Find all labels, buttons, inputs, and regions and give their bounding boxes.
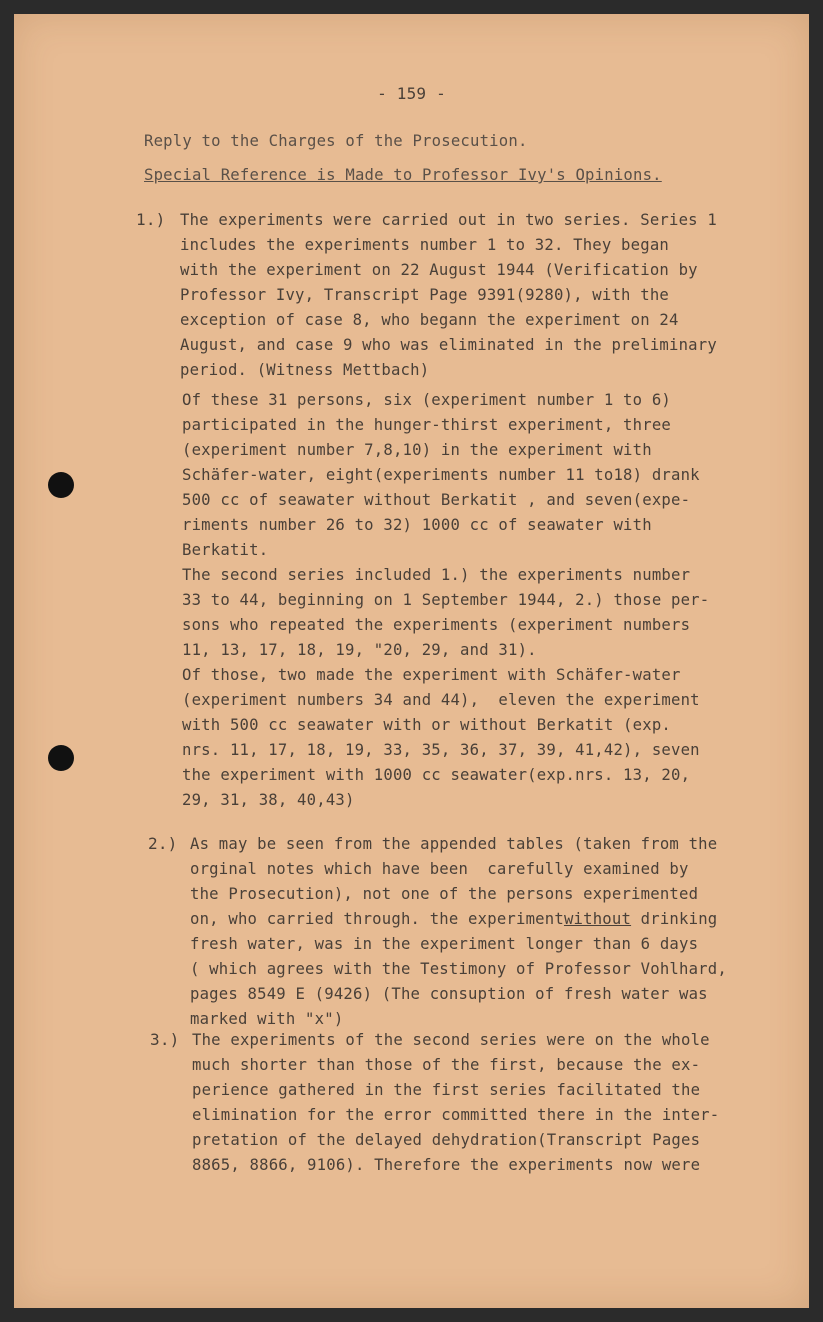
section-number: 1.) — [136, 210, 166, 229]
section-2-text-b: drinking fresh water, was in the experiment longer than 6 days ( which agrees with the Testimony of Professor Vohlhard, pages 8549 E (9426) (The consuption of fresh water was marked with "x") — [190, 910, 727, 1028]
section-1-paragraph-2: Of these 31 persons, six (experiment number 1 to 6) participated in the hunger-thirst experiment, three (experiment number 7,8,10) in the experiment with Schäfer-water, eight(experiments number 11 to18) drank 500 cc of seawater without Berkatit , and seven(expe- riments number 26 to 32) 1000 cc of seawater with Berkatit. The second series included 1.) the experiments number 33 to 44, beginning on 1 September 1944, 2.) those per- sons who repeated the experiments (experiment numbers 11, 13, 17, 18, 19, "20, 29, and 31). Of those, two made the experiment with Schäfer-water (experiment numbers 34 and 44), eleven the experiment with 500 cc seawater with or without Berkatit (exp. nrs. 11, 17, 18, 19, 33, 35, 36, 37, 39, 41,42), seven the experiment with 1000 cc seawater(exp.nrs. 13, 20, 29, 31, 38, 40,43) — [182, 391, 710, 809]
section-2-text-a: As may be seen from the appended tables (taken from the orginal notes which have been carefully examined by the Prosecution), not one of the persons experimented on, who carried through. the experiment — [190, 835, 718, 928]
section-number: 2.) — [148, 834, 178, 853]
document-page — [14, 14, 809, 1308]
section-3-paragraph: The experiments of the second series were on the whole much shorter than those of the first, because the ex- perience gathered in the first series facilitated the elimination for the error committed there in the inter- pretation of the delayed dehydration(Transcript Pages 8865, 8866, 9106). Therefore the experiments now were — [192, 1031, 720, 1174]
heading-reference: Special Reference is Made to Professor Ivy's Opinions. — [144, 166, 662, 184]
section-2-paragraph — [190, 832, 727, 1032]
heading-reply: Reply to the Charges of the Prosecution. — [144, 132, 528, 150]
emphasis-without: without — [563, 910, 632, 928]
section-1-paragraph-1: The experiments were carried out in two series. Series 1 includes the experiments number 1 to 32. They began with the experiment on 22 August 1944 (Verification by Professor Ivy, Transcript Page 9391(9280), with the exception of case 8, who begann the experiment on 24 August, and case 9 who was eliminated in the preliminary period. (Witness Mettbach) — [180, 211, 717, 379]
typed-text — [14, 14, 809, 1308]
page-number: - 159 - — [377, 84, 446, 103]
section-number: 3.) — [150, 1030, 180, 1049]
